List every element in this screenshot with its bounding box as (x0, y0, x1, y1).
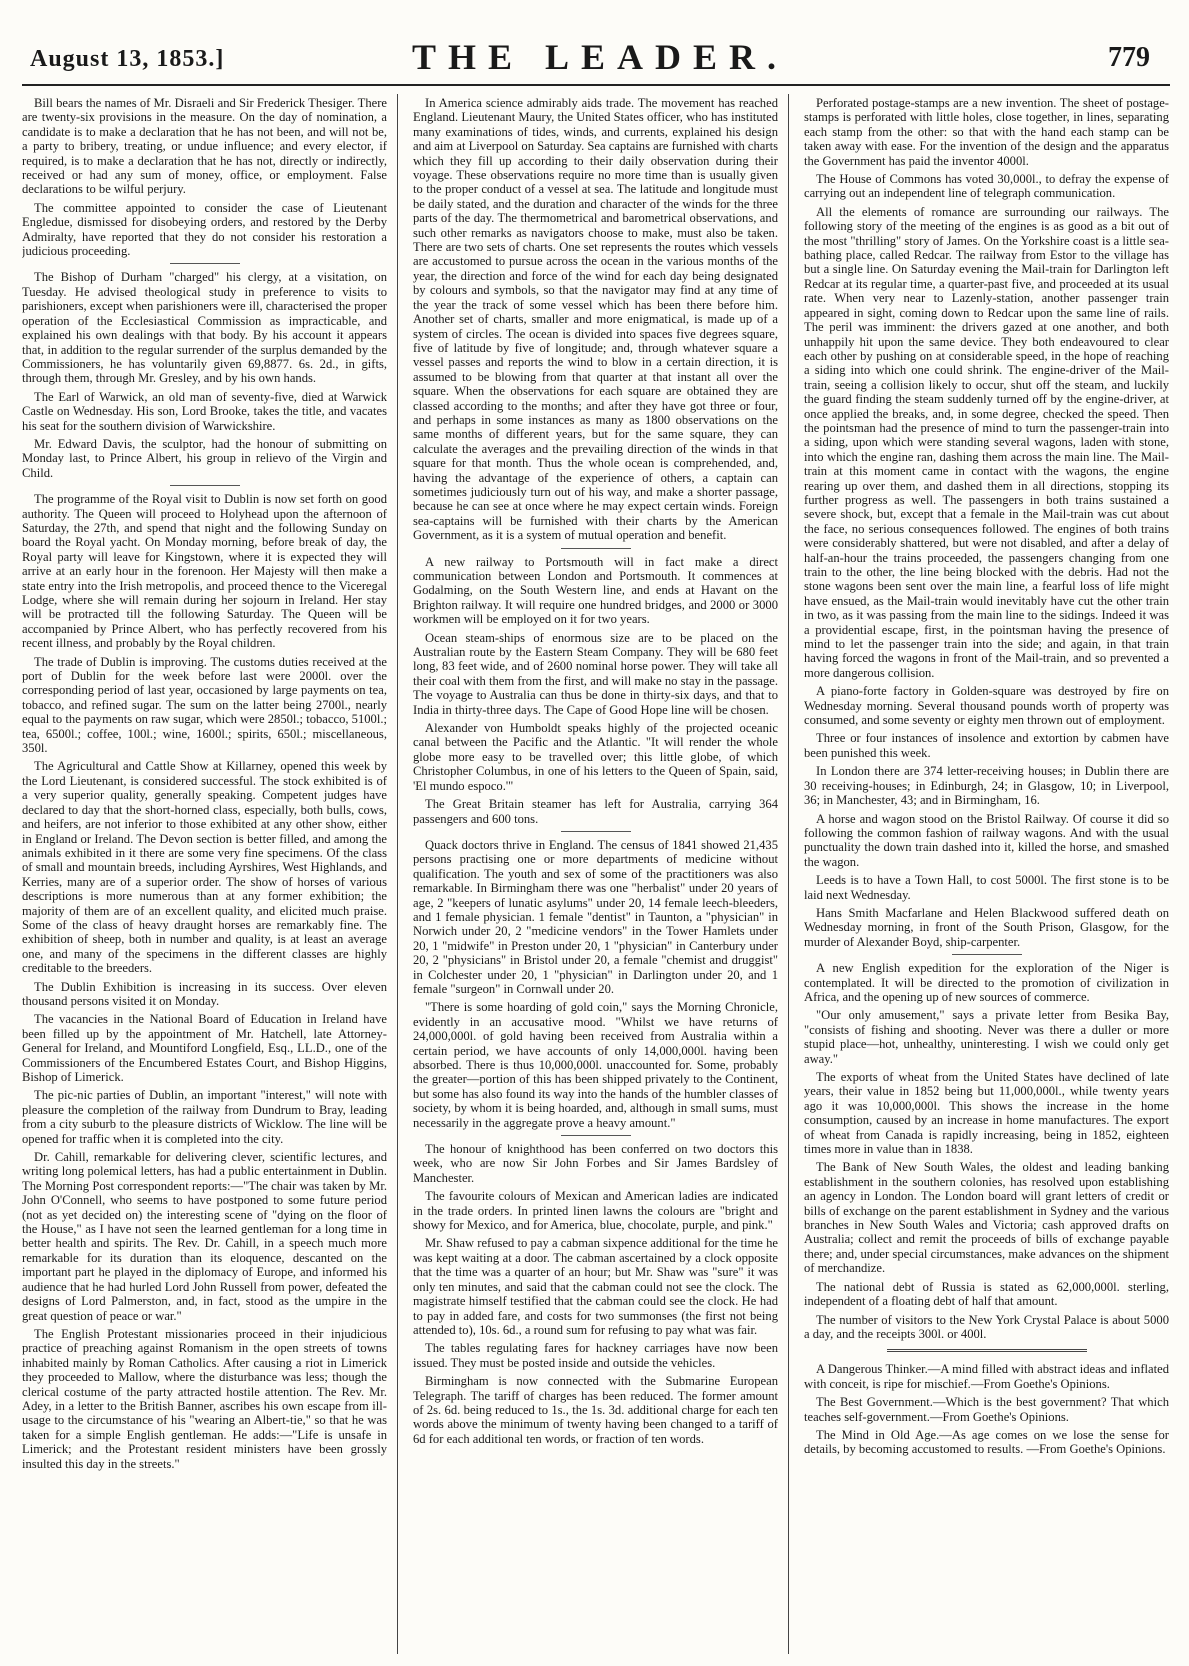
news-item: Leeds is to have a Town Hall, to cost 5000l. The first stone is to be laid next Wednesday. (804, 873, 1169, 902)
news-item: The pic-nic parties of Dublin, an important "interest," will note with pleasure the completion of the railway from Dundrum to Bray, leading from a city suburb to the pleasure districts of Wicklow. The line will be opened for traffic when it is completed into the city. (22, 1088, 387, 1146)
news-item: The trade of Dublin is improving. The customs duties received at the port of Dublin for the week before last were 2000l. over the corresponding period of last year, occasioned by large payments on tea, tobacco, and refined sugar. The sum on the latter being 2700l., nearly equal to the payments on raw sugar, which were 2850l.; tobacco, 5100l.; tea, 6500l.; coffee, 100l.; wine, 1600l.; spirits, 650l.; miscellaneous, 350l. (22, 654, 387, 756)
news-item: Ocean steam-ships of enormous size are to be placed on the Australian route by the Eastern Steam Company. They will be 680 feet long, 83 feet wide, and of 2600 nominal horse power. They will take all their coal with them from the first, and will make no stay in the passage. The voyage to Australia can thus be done in thirty-six days, and that to India in thirty-three days. The Cape of Good Hope line will be chosen. (413, 630, 778, 717)
news-item: A piano-forte factory in Golden-square was destroyed by fire on Wednesday morning. Several thousand pounds worth of property was consumed, and some seventy or eighty men thrown out of employment. (804, 684, 1169, 728)
news-item: The Earl of Warwick, an old man of seventy-five, died at Warwick Castle on Wednesday. His son, Lord Brooke, takes the title, and vacates his seat for the southern division of Warwickshire. (22, 389, 387, 433)
newspaper-title: THE LEADER. (411, 37, 789, 77)
column-left (22, 96, 387, 1651)
news-item: Quack doctors thrive in England. The census of 1841 showed 21,435 persons practising one or more departments of medicine without qualification. The youth and sex of some of the practitioners was also remarkable. In Birmingham there was one "herbalist" under 20 years of age, 2 "keepers of lunatic asylums" under 20, 14 female leech-bleeders, and 1 female physician. 1 female "dentist" in Taunton, a "physician" in Norwich under 20, 2 "medicine vendors" in the Tower Hamlets under 20, 1 "midwife" in Preston under 20, 1 "physician" in Canterbury under 20, 2 "physicians" in Bristol under 20, a female "chemist and druggist" in Colchester under 20, 1 "physician" in Darlington under 20, and 1 female "surgeon" in Cornwall under 20. (413, 837, 778, 996)
news-item: The committee appointed to consider the case of Lieutenant Engledue, dismissed for disobeying orders, and restored by the Derby Admiralty, have reported that they do not consider his restoration a judicious proceeding. (22, 200, 387, 259)
news-item: The Agricultural and Cattle Show at Killarney, opened this week by the Lord Lieutenant, is considered successful. The stock exhibited is of a very superior quality, generally speaking. Competent judges have declared to day that the short-horned class, especially, both bulls, cows, and heifers, are not inferior to those exhibited at any other show, either in England or Ireland. The Devon section is better filled, and among the animals exhibited in it there are some very fine specimens. Of the class of small and mountain breeds, including Ayrshires, West Highlands, and Kerries, many are of a superior order. The show of horses of various descriptions is more numerous than at any former exhibition; the majority of them are of an excellent quality, and elicited much praise. Some of the class of heavy draught horses are remarkably fine. The exhibition of sheep, both in number and quality, is at least an average one, and many of the specimens in the different classes are highly creditable to the breeders. (22, 759, 387, 976)
section-separator (561, 548, 631, 549)
section-separator (561, 1135, 631, 1136)
news-item: The English Protestant missionaries proceed in their injudicious practice of preaching against Romanism in the open streets of towns inhabited mainly by Roman Catholics. After causing a riot in Limerick they proceeded to Mallow, where the disturbance was less; though the clerical costume of the party attracted hostile attention. The Rev. Mr. Adey, in a letter to the British Banner, ascribes his own escape from ill-usage to the circumstance of his "wearing an Albert-tie," so that he was taken for a simple English gentleman. He adds:—"Life is unsafe in Limerick; and the Protestant resident ministers have been grossly insulted this day in the streets." (22, 1326, 387, 1471)
news-item: The tables regulating fares for hackney carriages have now been issued. They must be posted inside and outside the vehicles. (413, 1341, 778, 1370)
news-item: Three or four instances of insolence and extortion by cabmen have been punished this week. (804, 731, 1169, 760)
news-item: The favourite colours of Mexican and American ladies are indicated in the trade orders. In printed linen lawns the colours are "bright and showy for Mexico, and for America, blue, chocolate, purple, and pink." (413, 1189, 778, 1233)
news-item: The national debt of Russia is stated as 62,000,000l. sterling, independent of a floating debt of half that amount. (804, 1279, 1169, 1309)
masthead (0, 0, 1189, 92)
news-item: The honour of knighthood has been conferred on two doctors this week, who are now Sir John Forbes and Sir James Bardsley of Manchester. (413, 1142, 778, 1185)
news-item: A horse and wagon stood on the Bristol Railway. Of course it did so following the common fashion of railway wagons. And with the usual punctuality the down train dashed into it, killed the horse, and smashed the wagon. (804, 811, 1169, 869)
column-right (804, 96, 1169, 1651)
masthead-rule (22, 84, 1170, 86)
news-item: The Great Britain steamer has left for Australia, carrying 364 passengers and 600 tons. (413, 797, 778, 826)
column-divider (397, 94, 398, 1654)
news-item: Bill bears the names of Mr. Disraeli and Sir Frederick Thesiger. There are twenty-six provisions in the measure. On the day of nomination, a candidate is to make a declaration that he has not been, and will not be, a party to bribery, treating, or undue influence; and every elector, if required, is to make a declaration that he has not, directly or indirectly, received or had any sum of money, office, or employment. False declarations to be wilful perjury. (22, 96, 387, 197)
page-number: 779 (1108, 42, 1150, 73)
section-separator (170, 485, 240, 486)
section-separator (170, 263, 240, 264)
opinion-item: The Best Government.—Which is the best government? That which teaches self-government.—From Goethe's Opinions. (804, 1395, 1169, 1424)
news-item: All the elements of romance are surrounding our railways. The following story of the meeting of the engines is as good as a bit out of the most "thrilling" story of James. On the Yorkshire coast is a little sea-bathing place, called Redcar. The railway from Estor to the village has but a single line. On Saturday evening the Mail-train for Darlington left Redcar at its regular time, a quarter-past five, and proceeded at its usual rate. When very near to Lazenly-station, another passenger train appeared in sight, coming down to Redcar upon the same line of rails. The peril was imminent: the drivers gazed at one another, and both unhappily hit upon the same device. They both endeavoured to clear each other by pushing on at considerable speed, in the hope of reaching a siding into which one could shrink. The engine-driver of the Mail-train, seeing a collision likely to occur, shut off the steam, and luckily the guard finding the steam suddenly turned off by the engine-driver, at once applied the breaks, and, in some degree, checked the speed. Then the pointsman had the presence of mind to turn the passenger-train into a siding, upon which were standing several wagons, laden with stone, into which the engine ran, dashing them across the main line. The Mail-train at this moment came in contact with the wagons, the engine rearing up over them, and dashed them in all directions, stopping its further progress as well. The passengers in both trains sustained a severe shock, but, except that a female in the Mail-train was cut about the face, no serious consequences followed. The engines of both trains were considerably shattered, but were not disabled, and after a delay of half-an-hour the trains proceeded, the passengers changing from one train to the other, the line being blocked with the debris. Had not the stone wagons been sent over the main line, a fearful loss of life might have ensued, as the Mail-train would inevitably have cut the other train in two, as it was passing from the main line to the sidings. Indeed it was a providential escape, first, in the pointsman having the presence of mind to let the passenger train into the side; and again, in that train having forced the wagons in front of the Mail-train, and so prevented a more dangerous collision. (804, 204, 1169, 680)
news-item: A new railway to Portsmouth will in fact make a direct communication between London and Portsmouth. It commences at Godalming, on the South Western line, and ends at Havant on the Brighton railway. It will require one hundred bridges, and 2000 or 3000 workmen will be employed on it for two years. (413, 554, 778, 627)
opinion-item: A Dangerous Thinker.—A mind filled with abstract ideas and inflated with conceit, is ripe for mischief.—From Goethe's Opinions. (804, 1362, 1169, 1391)
news-item: Mr. Edward Davis, the sculptor, had the honour of submitting on Monday last, to Prince Albert, his group in relievo of the Virgin and Child. (22, 436, 387, 480)
section-separator (887, 1349, 1087, 1352)
news-item: Alexander von Humboldt speaks highly of the projected oceanic canal between the Pacific and the Atlantic. "It will render the whole globe more easy to be travelled over; this little globe, of which Christopher Columbus, in one of his letters to the Queen of Spain, said, 'El mundo espoco.'" (413, 721, 778, 793)
news-item: The Dublin Exhibition is increasing in its success. Over eleven thousand persons visited it on Monday. (22, 979, 387, 1008)
news-item: Hans Smith Macfarlane and Helen Blackwood suffered death on Wednesday morning, in front of the South Prison, Glasgow, for the murder of Alexander Boyd, ship-carpenter. (804, 905, 1169, 949)
news-item: In London there are 374 letter-receiving houses; in Dublin there are 30 receiving-houses; in Edinburgh, 24; in Glasgow, 10; in Liverpool, 36; in Manchester, 43; and in Birmingham, 16. (804, 764, 1169, 808)
news-item: Mr. Shaw refused to pay a cabman sixpence additional for the time he was kept waiting at a door. The cabman ascertained by a clock opposite that the time was a quarter of an hour; but Mr. Shaw was "sure" it was only ten minutes, and said that the cabman could not see the clock. The magistrate himself testified that the cabman could see the clock. He had to pay in added fare, and costs for two summonses (the first not being attended to), 10s. 6d., a round sum for refusing to pay what was fair. (413, 1236, 778, 1337)
opinion-item: The Mind in Old Age.—As age comes on we lose the sense for details, by becoming accustomed to results. —From Goethe's Opinions. (804, 1427, 1169, 1457)
section-separator (561, 831, 631, 832)
news-item: The vacancies in the National Board of Education in Ireland have been filled up by the appointment of Mr. Hatchell, late Attorney-General for Ireland, and Mountiford Longfield, Esq., LL.D., one of the Commissioners of the Encumbered Estates Court, and Bishop Higgins, Bishop of Limerick. (22, 1012, 387, 1084)
news-item: The number of visitors to the New York Crystal Palace is about 5000 a day, and the receipts 300l. or 400l. (804, 1312, 1169, 1341)
column-center (413, 96, 778, 1651)
news-item: Dr. Cahill, remarkable for delivering clever, scientific lectures, and writing long polemical letters, has had a public entertainment in Dublin. The Morning Post correspondent reports:—"The chair was taken by Mr. John O'Connell, who seems to have postponed to some future period (not as yet decided on) the interesting scene of "dying on the floor of the House," as I have not seen the learned gentleman for a long time in better health and spirits. The Rev. Dr. Cahill, in a speech much more remarkable for its duration than its eloquence, descanted on the important part he played in the diplomacy of Europe, and informed his audience that he had hurled Lord John Russell from power, defeated the designs of Lord Palmerston, and, in fact, stood as the umpire in the great question of peace or war." (22, 1150, 387, 1323)
news-item: "Our only amusement," says a private letter from Besika Bay, "consists of fishing and shooting. Never was there a duller or more stupid place—hot, unhealthy, uninteresting. I wish we could only get away." (804, 1008, 1169, 1066)
news-item: The Bank of New South Wales, the oldest and leading banking establishment in the southern colonies, has resolved upon establishing an agency in London. The London board will grant letters of credit or bills of exchange on the parent establishment in Sydney and the various branches in New South Wales and Victoria; cash approved drafts on Australia; collect and remit the proceeds of bills of exchange payable there; and, under special circumstances, make advances on the shipment of merchandize. (804, 1160, 1169, 1276)
issue-date: August 13, 1853.] (30, 46, 225, 72)
news-item: The House of Commons has voted 30,000l., to defray the expense of carrying out an independent line of telegraph communication. (804, 172, 1169, 201)
news-item: The Bishop of Durham "charged" his clergy, at a visitation, on Tuesday. He advised theological study in preference to visits to parishioners, except when parishioners were ill, characterised the proper operation of the Ecclesiastical Commission as impracticable, and explained his own dealings with that body. By his account it appears that, in addition to the regular surrender of the surplus demanded by the Commissioners, he has voluntarily given 69,8877. 6s. 2d., in gifts, through them, through Mr. Gresley, and by his own hands. (22, 270, 387, 386)
news-item: In America science admirably aids trade. The movement has reached England. Lieutenant Maury, the United States officer, who has instituted many examinations of tides, winds, and currents, explained his design and aim at Liverpool on Saturday. Sea captains are furnished with charts which they fill up according to their daily observation during their voyage. These observations require no more time than is usually given to the proper conduct of a vessel at sea. The latitude and longitude must be daily stated, and the duration and character of the winds for the three parts of the day. The thermometrical and barometrical observations, and such other remarks as navigators choose to make, must also be taken. There are two sets of charts. One set represents the routes which vessels are accustomed to pursue across the ocean in the various months of the year, the direction and force of the wind for each day being designated by colours and symbols, so that the navigator may find at any time of the year the track of some vessel which has been there before him. Another set of charts, smaller and more enigmatical, is made up of a system of circles. The ocean is divided into spaces five degrees square, five of latitude by five of longitude; and, through whatever square a vessel passes and reports the wind to blow in a certain direction, it is assumed to be blowing from that quarter at that instant all over the square. When the observations for each square are obtained they are classed according to the months; and after they have got three or four, and perhaps in some instances as many as 1800 observations on the same months of different years, but for the same square, they can calculate the averages and the prevailing direction of the winds in that square for that month. Thus the whole ocean is comprehended, and, having the advantage of the experience of others, a captain can sometimes judiciously turn out of his way, and make a shorter passage, because he can see at once where he may expect certain winds. Foreign sea-captains will be furnished with their charts by the American Government, as it is a system of mutual operation and benefit. (413, 96, 778, 543)
column-divider (788, 94, 789, 1654)
section-separator (952, 954, 1022, 955)
news-item: Birmingham is now connected with the Submarine European Telegraph. The tariff of charges has been reduced. The former amount of 2s. 6d. being reduced to 1s., the 1s. 3d. additional charge for each ten words above the minimum of twenty having been changed to a tariff of 6d for each additional ten words, or fraction of ten words. (413, 1374, 778, 1446)
news-item: "There is some hoarding of gold coin," says the Morning Chronicle, evidently in an accusative mood. "Whilst we have returns of 24,000,000l. of gold having been received from Australia within a certain period, we have accounts of only 14,000,000l. having been absorbed. There is thus 10,000,000l. unaccounted for. Some, probably the greater—portion of this has been shipped privately to the Continent, but some has also found its way into the hands of the humbler classes of society, by whom it is being hoarded, and, although in small sums, must necessarily in the aggregate prove a heavy amount." (413, 1000, 778, 1130)
news-item: The exports of wheat from the United States have declined of late years, their value in 1852 being but 11,000,000l., while twenty years ago it was 10,000,000l. This shows the increase in the home consumption, caused by an increase in home manufactures. The export of wheat from Canada is rapidly increasing, being in 1852, eighteen times more in value than in 1838. (804, 1070, 1169, 1157)
news-item: Perforated postage-stamps are a new invention. The sheet of postage-stamps is perforated with little holes, close together, in lines, separating each stamp from the other: so that with the hand each stamp can be taken away with ease. For the invention of the design and the apparatus the Government has paid the inventor 4000l. (804, 96, 1169, 168)
news-item: A new English expedition for the exploration of the Niger is contemplated. It will be directed to the promotion of civilization in Africa, and the opening up of new sources of commerce. (804, 961, 1169, 1004)
news-item: The programme of the Royal visit to Dublin is now set forth on good authority. The Queen will proceed to Holyhead upon the afternoon of Saturday, the 27th, and spend that night and the following Sunday on board the Royal yacht. On Monday morning, before break of day, the Royal party will leave for Kingstown, where it is expected they will arrive at an early hour in the forenoon. Her Majesty will then make a state entry into the Irish metropolis, and proceed thence to the Viceregal Lodge, where she will remain during her sojourn in Ireland. Her stay will be protracted till the following Saturday. The Queen will be accompanied by Prince Albert, who has perfectly recovered from his recent illness, and probably by the Royal children. (22, 492, 387, 651)
